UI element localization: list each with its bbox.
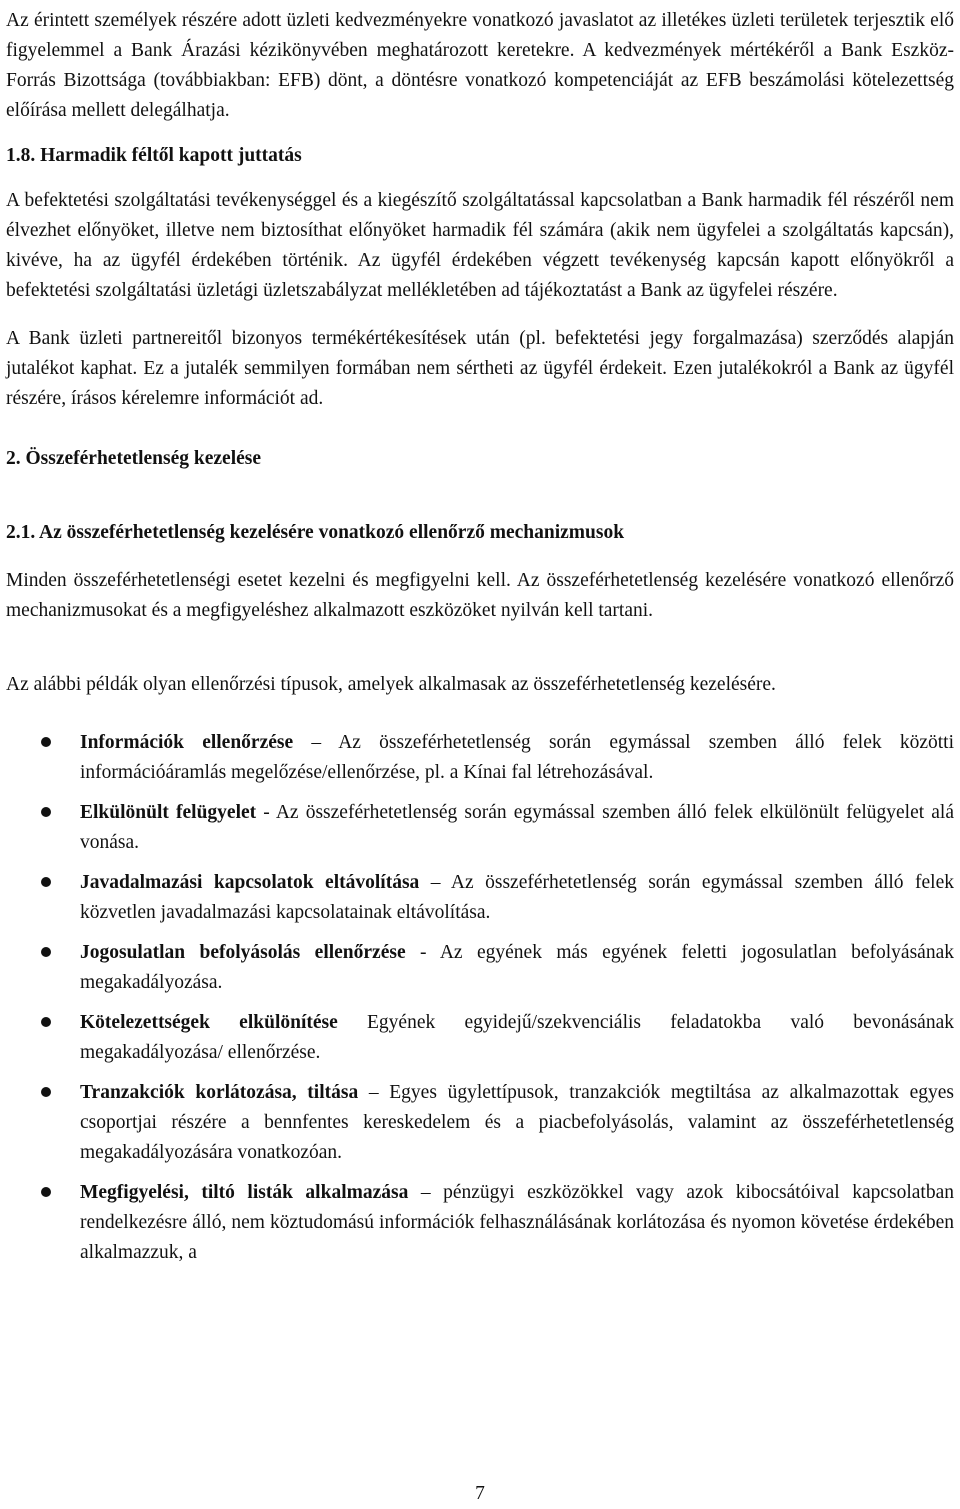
list-item-text [80, 798, 954, 858]
list-item-term: Kötelezettségek elkülönítése [80, 1012, 338, 1033]
control-types-list [6, 728, 954, 1268]
list-item-term: Információk ellenőrzése [80, 732, 294, 753]
list-item-text [80, 1008, 954, 1068]
list-item-separator: – [408, 1182, 444, 1203]
list-item-text [80, 868, 954, 928]
list-item [6, 1008, 954, 1068]
section-2-1-paragraph-1: Minden összeférhetetlenségi esetet kezelni és megfigyelni kell. Az összeférhetetlenség kezelésére vonatkozó ellenőrző mechanizmusokat és a megfigyeléshez alkalmazott eszközöket nyilván kell tartani. [6, 570, 954, 621]
list-item-separator: – [358, 1082, 390, 1103]
list-item-term: Elkülönült felügyelet [80, 802, 257, 823]
bullet-icon [41, 877, 51, 887]
list-item-separator: - [405, 942, 440, 963]
list-item-description: Egyes ügylettípusok, tranzakciók megtiltása az alkalmazottak egyes csoportjai részére a bennfentes kereskedelem és a piacbefolyásolás, valamint az összeférhetetlenség megakadályozására vonatkozóan. [80, 1082, 955, 1163]
list-item [6, 798, 954, 858]
list-item-description: Az összeférhetetlenség során egymással szemben álló felek közvetlen javadalmazási kapcsolatainak eltávolítása. [80, 872, 954, 923]
list-item-description: Az egyének más egyének feletti jogosulatlan befolyásának megakadályozása. [80, 942, 954, 993]
section-1-8-heading: 1.8. Harmadik féltől kapott juttatás [6, 145, 302, 166]
section-1-8-paragraph-1: A befektetési szolgáltatási tevékenységgel és a kiegészítő szolgáltatással kapcsolatban a Bank harmadik fél részéről nem élvezhet előnyöket, illetve nem biztosíthat előnyöket harmadik fél számára (akik nem ügyfelei a szolgáltatás kapcsán), kivéve, ha az ügyfél érdekében történik. Az ügyfél érdekében végzett tevékenység kapcsán kapott előnyökről a befektetési szolgáltatási üzletági üzletszabályzat mellékletében ad tájékoztatást a Bank az ügyfelei részére. [6, 190, 954, 301]
document-page [6, 6, 954, 1278]
list-item-text [80, 728, 954, 788]
bullet-icon [41, 1017, 51, 1027]
section-2-1-heading: 2.1. Az összeférhetetlenség kezelésére vonatkozó ellenőrző mechanizmusok [6, 522, 625, 543]
list-item-description: pénzügyi eszközökkel vagy azok kibocsátóival kapcsolatban rendelkezésre álló, nem köztudomású információk felhasználásának korlátozása és nyomon követése érdekében alkalmazzuk, a [80, 1182, 954, 1263]
list-item-description: Az összeférhetetlenség során egymással szemben álló felek közötti információáramlás megelőzése/ellenőrzése, pl. a Kínai fal létrehozásával. [80, 732, 954, 783]
list-item-term: Megfigyelési, tiltó listák alkalmazása [80, 1182, 409, 1203]
list-item-description: Egyének egyidejű/szekvenciális feladatokba való bevonásának megakadályozása/ ellenőrzése. [80, 1012, 954, 1063]
bullet-icon [41, 807, 51, 817]
intro-paragraph: Az érintett személyek részére adott üzleti kedvezményekre vonatkozó javaslatot az illetékes üzleti területek terjesztik elő figyelemmel a Bank Árazási kézikönyvében meghatározott keretekre. A kedvezmények mértékéről a Bank Eszköz-Forrás Bizottsága (továbbiakban: EFB) dönt, a döntésre vonatkozó kompetenciáját az EFB beszámolási kötelezettség előírása mellett delegálhatja. [6, 10, 954, 121]
page-number: 7 [475, 1483, 485, 1504]
section-1-8-paragraph-2: A Bank üzleti partnereitől bizonyos termékértékesítések után (pl. befektetési jegy forgalmazása) szerződés alapján jutalékot kaphat. Ez a jutalék semmilyen formában nem sértheti az ügyfél érdekeit. Ezen jutalékokról a Bank az ügyfél részére, írásos kérelemre információt ad. [6, 328, 954, 409]
bullet-icon [41, 947, 51, 957]
bullet-icon [41, 1087, 51, 1097]
list-item-text [80, 1178, 954, 1268]
section-2-1-paragraph-2: Az alábbi példák olyan ellenőrzési típusok, amelyek alkalmasak az összeférhetetlenség kezelésére. [6, 674, 776, 695]
list-item [6, 868, 954, 928]
list-item-description: Az összeférhetetlenség során egymással szemben álló felek elkülönült felügyelet alá vonása. [80, 802, 954, 853]
list-item-separator: – [293, 732, 339, 753]
list-item [6, 1178, 954, 1268]
section-2-heading: 2. Összeférhetetlenség kezelése [6, 448, 262, 469]
bullet-icon [41, 1187, 51, 1197]
list-item-term: Tranzakciók korlátozása, tiltása [80, 1082, 359, 1103]
list-item-separator [338, 1012, 367, 1033]
list-item-text [80, 1078, 954, 1168]
list-item-term: Javadalmazási kapcsolatok eltávolítása [80, 872, 420, 893]
bullet-icon [41, 737, 51, 747]
list-item [6, 938, 954, 998]
list-item [6, 728, 954, 788]
list-item [6, 1078, 954, 1168]
list-item-term: Jogosulatlan befolyásolás ellenőrzése [80, 942, 406, 963]
list-item-separator: - [256, 802, 276, 823]
list-item-separator: – [419, 872, 451, 893]
list-item-text [80, 938, 954, 998]
